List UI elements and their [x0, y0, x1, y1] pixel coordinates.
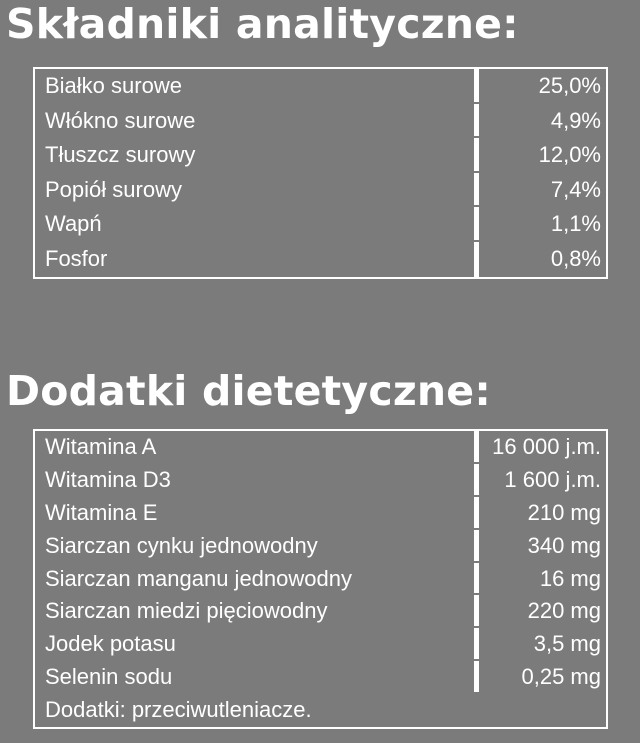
- table-row: [35, 242, 606, 277]
- table-row: [35, 595, 606, 628]
- row-value: 4,9%: [479, 104, 606, 137]
- dietary-title: Dodatki dietetyczne:: [6, 367, 491, 415]
- table-row: [35, 207, 606, 242]
- table-row: [35, 138, 606, 173]
- row-value: 0,25 mg: [479, 661, 606, 692]
- table-row: [35, 497, 606, 530]
- row-name: Siarczan miedzi pięciowodny: [35, 595, 479, 626]
- row-value: 1,1%: [479, 207, 606, 240]
- analytical-title: Składniki analityczne:: [6, 0, 519, 48]
- footer-note: Dodatki: przeciwutleniacze.: [35, 694, 606, 727]
- table-footer-row: [35, 694, 606, 727]
- row-value: 0,8%: [479, 242, 606, 277]
- table-row: [35, 464, 606, 497]
- row-value: 12,0%: [479, 138, 606, 171]
- table-row: [35, 173, 606, 208]
- row-name: Popiół surowy: [35, 173, 479, 206]
- table-row: [35, 104, 606, 139]
- table-row: [35, 530, 606, 563]
- row-value: 220 mg: [479, 595, 606, 626]
- table-row: [35, 431, 606, 464]
- row-name: Witamina A: [35, 431, 479, 462]
- row-name: Tłuszcz surowy: [35, 138, 479, 171]
- row-value: 3,5 mg: [479, 628, 606, 659]
- row-value: 25,0%: [479, 69, 606, 102]
- table-row: [35, 661, 606, 694]
- row-name: Selenin sodu: [35, 661, 479, 692]
- row-value: 1 600 j.m.: [479, 464, 606, 495]
- dietary-table: [33, 429, 608, 729]
- row-name: Fosfor: [35, 242, 479, 277]
- row-value: 210 mg: [479, 497, 606, 528]
- row-value: 16 mg: [479, 563, 606, 594]
- row-value: 7,4%: [479, 173, 606, 206]
- row-name: Witamina D3: [35, 464, 479, 495]
- table-row: [35, 563, 606, 596]
- row-name: Włókno surowe: [35, 104, 479, 137]
- analytical-table: [33, 67, 608, 279]
- row-name: Witamina E: [35, 497, 479, 528]
- row-name: Siarczan cynku jednowodny: [35, 530, 479, 561]
- row-name: Białko surowe: [35, 69, 479, 102]
- row-value: 340 mg: [479, 530, 606, 561]
- row-value: 16 000 j.m.: [479, 431, 606, 462]
- row-name: Siarczan manganu jednowodny: [35, 563, 479, 594]
- row-name: Jodek potasu: [35, 628, 479, 659]
- row-name: Wapń: [35, 207, 479, 240]
- table-row: [35, 69, 606, 104]
- table-row: [35, 628, 606, 661]
